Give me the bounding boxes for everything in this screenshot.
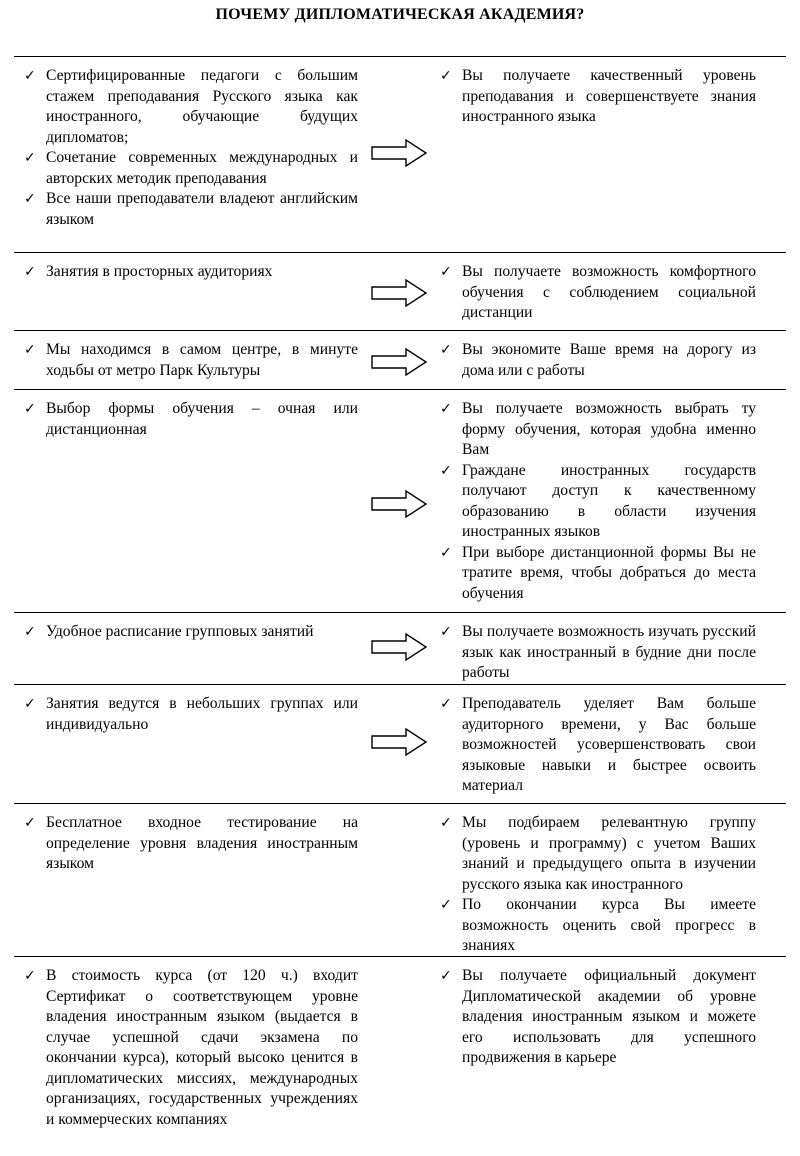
check-icon: ✓ xyxy=(440,342,452,358)
arrow-right-icon xyxy=(370,727,430,757)
check-icon: ✓ xyxy=(24,264,36,280)
benefit-cell xyxy=(440,262,756,324)
feature-item xyxy=(24,340,358,381)
check-icon: ✓ xyxy=(440,815,452,831)
benefit-text: При выборе дистанционной формы Вы не тратите время, чтобы добраться до места обучения xyxy=(462,543,756,602)
check-icon: ✓ xyxy=(24,342,36,358)
check-icon: ✓ xyxy=(440,897,452,913)
feature-text: В стоимость курса (от 120 ч.) входит Сертификат о соответствующем уровне владения иностранным языком (выдается в случае успешной сдачи экзамена по окончании курса), который высоко ценится в дипломатических миссиях, международных организациях, государственных учреждениях и коммерческих компаниях xyxy=(46,967,358,1128)
feature-cell xyxy=(24,966,358,1130)
feature-item xyxy=(24,189,358,230)
benefit-cell xyxy=(440,966,756,1069)
page-title: ПОЧЕМУ ДИПЛОМАТИЧЕСКАЯ АКАДЕМИЯ? xyxy=(215,6,585,23)
benefit-text: Вы получаете возможность комфортного обучения с соблюдением социальной дистанции xyxy=(462,263,756,321)
feature-text: Выбор формы обучения – очная или дистанционная xyxy=(46,400,358,438)
feature-text: Занятия ведутся в небольших группах или индивидуально xyxy=(46,695,358,733)
benefit-item xyxy=(440,622,756,684)
feature-text: Сертифицированные педагоги с большим стажем преподавания Русского языка как иностранного, обучающие будущих дипломатов; xyxy=(46,67,358,146)
benefit-cell xyxy=(440,340,756,381)
feature-item xyxy=(24,813,358,875)
check-icon: ✓ xyxy=(24,68,36,84)
feature-item xyxy=(24,262,358,283)
benefit-cell xyxy=(440,622,756,684)
row-divider xyxy=(14,803,786,804)
check-icon: ✓ xyxy=(24,191,36,207)
feature-item xyxy=(24,399,358,440)
feature-cell xyxy=(24,66,358,230)
check-icon: ✓ xyxy=(24,401,36,417)
check-icon: ✓ xyxy=(24,815,36,831)
benefit-cell xyxy=(440,399,756,604)
benefit-item xyxy=(440,694,756,797)
feature-cell xyxy=(24,694,358,735)
feature-item xyxy=(24,622,358,643)
feature-cell xyxy=(24,813,358,875)
benefit-item xyxy=(440,461,756,543)
check-icon: ✓ xyxy=(440,968,452,984)
check-icon: ✓ xyxy=(24,624,36,640)
benefit-item xyxy=(440,813,756,895)
benefit-item xyxy=(440,340,756,381)
feature-text: Сочетание современных международных и авторских методик преподавания xyxy=(46,149,358,187)
check-icon: ✓ xyxy=(440,264,452,280)
check-icon: ✓ xyxy=(440,462,452,479)
check-icon: ✓ xyxy=(440,68,452,84)
feature-cell xyxy=(24,262,358,283)
row-divider xyxy=(14,56,786,57)
row-divider xyxy=(14,684,786,685)
check-icon: ✓ xyxy=(440,696,452,712)
check-icon: ✓ xyxy=(440,624,452,640)
benefit-item xyxy=(440,895,756,957)
benefit-text: Вы экономите Ваше время на дорогу из дома или с работы xyxy=(462,341,756,379)
arrow-right-icon xyxy=(370,632,430,662)
benefit-text: Вы получаете возможность изучать русский язык как иностранный в будние дни после работы xyxy=(462,623,756,681)
benefit-cell xyxy=(440,813,756,957)
feature-item xyxy=(24,148,358,189)
feature-item xyxy=(24,66,358,148)
benefit-cell xyxy=(440,66,756,128)
benefit-text: Вы получаете возможность выбрать ту форму обучения, которая удобна именно Вам xyxy=(462,400,756,458)
feature-text: Все наши преподаватели владеют английским языком xyxy=(46,190,358,228)
benefit-text: Преподаватель уделяет Вам больше аудиторного времени, у Вас больше возможностей усовершенствовать свои языковые навыки и быстрее освоить материал xyxy=(462,695,756,794)
feature-text: Бесплатное входное тестирование на определение уровня владения иностранным языком xyxy=(46,814,358,872)
row-divider xyxy=(14,612,786,613)
arrow-right-icon xyxy=(370,489,430,519)
feature-item xyxy=(24,694,358,735)
feature-item xyxy=(24,966,358,1130)
check-icon: ✓ xyxy=(440,401,452,417)
benefit-item xyxy=(440,543,756,605)
benefit-item xyxy=(440,966,756,1069)
arrow-right-icon xyxy=(370,347,430,377)
benefit-text: Мы подбираем релевантную группу (уровень и программу) с учетом Ваших знаний и предыдущего опыта в изучении русского языка как иностранного xyxy=(462,814,756,893)
check-icon: ✓ xyxy=(24,696,36,712)
check-icon: ✓ xyxy=(24,150,36,166)
row-divider xyxy=(14,330,786,331)
benefit-item xyxy=(440,262,756,324)
row-divider xyxy=(14,252,786,253)
feature-cell xyxy=(24,622,358,643)
feature-text: Занятия в просторных аудиториях xyxy=(46,263,273,280)
feature-text: Мы находимся в самом центре, в минуте ходьбы от метро Парк Культуры xyxy=(46,341,358,379)
benefit-text: По окончании курса Вы имеете возможность оценить свой прогресс в знаниях xyxy=(462,896,756,954)
feature-text: Удобное расписание групповых занятий xyxy=(46,623,314,640)
benefit-text: Вы получаете официальный документ Дипломатической академии об уровне владения иностранным языком и можете его использовать для успешного продвижения в карьере xyxy=(462,967,756,1066)
benefit-text: Граждане иностранных государств получают доступ к качественному образованию в области изучения иностранных языков xyxy=(462,461,756,540)
feature-cell xyxy=(24,399,358,440)
benefit-text: Вы получаете качественный уровень преподавания и совершенствуете знания иностранного языка xyxy=(462,67,756,125)
feature-cell xyxy=(24,340,358,381)
check-icon: ✓ xyxy=(440,544,452,561)
benefit-cell xyxy=(440,694,756,797)
benefit-item xyxy=(440,399,756,461)
row-divider xyxy=(14,389,786,390)
benefit-item xyxy=(440,66,756,128)
arrow-right-icon xyxy=(370,278,430,308)
check-icon: ✓ xyxy=(24,968,36,984)
arrow-right-icon xyxy=(370,138,430,168)
